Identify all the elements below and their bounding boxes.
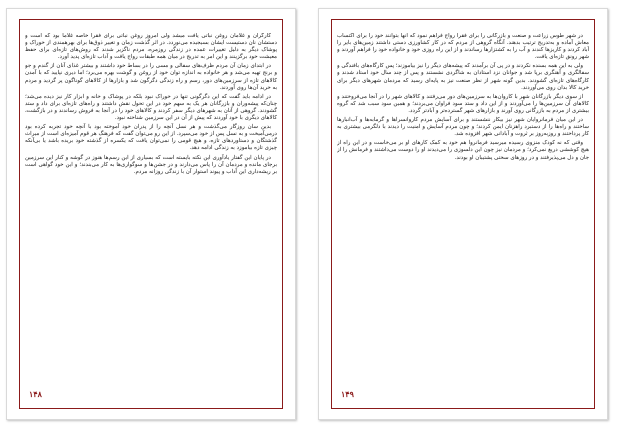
paragraph: در این میان فرمانروایان شهر نیز بیکار ننشستند و برای آسایش مردم کاروانسراها و گرمابه‌ها و آب‌انبارها ساختند و راه‌ها را از دستبرد راهزنان ایمن کردند؛ و چون مردم آسایش و امنیت را دیدند با دلگرمی بیشتری به کار پرداختند و روزبه‌روز بر ثروت و آبادانی شهر افزوده شد.	[337, 117, 589, 138]
paragraph: در ادامه باید گفت که این دگرگونی تنها در خوراک نبود بلکه در پوشاک و خانه و ابزار کار نیز دیده می‌شد؛ چنان‌که پیشه‌وران و بازرگانان هر یک به سهم خود در این تحول نقش داشتند و راه‌های تازه‌ای برای داد و ستد گشودند. گروهی از آنان به شهرهای دیگر سفر کردند و کالاهای خود را در آنجا به فروش رساندند و در بازگشت، کالاهای دیگری با خود آوردند که پیش از آن در این سرزمین شناخته نبود.	[25, 93, 277, 122]
page-number: ۱۴۸	[29, 389, 42, 399]
left-page	[6, 8, 296, 420]
page-number: ۱۴۹	[341, 389, 354, 399]
paragraph: در پایان این گفتار یادآوری این نکته بایسته است که بسیاری از این رسم‌ها هنوز در گوشه و کنار این سرزمین برجای مانده و مردمان آن را پاس می‌دارند و در جشن‌ها و سوگواری‌ها به کار می‌بندند؛ و این خود گواهی است بر ریشه‌داری این آداب و پیوند استوار آن با زندگی روزانه مردم.	[25, 154, 277, 175]
page-text	[337, 33, 589, 379]
paragraph: از سوی دیگر بازرگانان شهر با کاروان‌ها به سرزمین‌های دور می‌رفتند و کالاهای شهر را در آنجا می‌فروختند و کالاهای آن سرزمین‌ها را می‌آوردند و از این داد و ستد سود فراوان می‌بردند؛ و همین سود سبب شد که گروه بیشتری از مردم به بازرگانی روی آورند و بازارهای شهر گسترده‌تر و آبادتر گردد.	[337, 93, 589, 114]
paragraph: ولی به این همه بسنده نکردند و در پی آن برآمدند که پیشه‌های دیگر را نیز بیاموزند؛ پس کارگاه‌های بافندگی و سفالگری و آهنگری برپا شد و جوانان نزد استادان به شاگردی نشستند و پس از چند سال خود استاد شدند و کارگاه‌های تازه‌ای گشودند. بدین گونه شهر از نظر صنعت نیز به پایه‌ای رسید که مردمان شهرهای دیگر برای خرید کالا بدان روی می‌آوردند.	[337, 63, 589, 91]
right-page	[318, 8, 608, 420]
paragraph: بدین سان روزگار می‌گذشت و هر نسل آنچه را از پدران خود آموخته بود با آنچه خود تجربه کرده بود درمی‌آمیخت و به نسل پس از خود می‌سپرد. از این رو می‌توان گفت که فرهنگ هر قوم آمیزه‌ای است از میراث گذشتگان و دستاوردهای تازه، و هیچ قومی را نمی‌توان یافت که یکسره از گذشته خود بریده باشد یا بی‌آنکه چیزی تازه بیاموزد به زندگی ادامه دهد.	[25, 124, 277, 152]
paragraph: وقتی که نه کودک منزوی رسیده میرسید فرمانروا هم خود به کمک کارهای او بر می‌خاست و در این راه از هیچ کوششی دریغ نمی‌کرد؛ و مردمان نیز چون این دلسوزی را می‌دیدند او را دوست می‌داشتند و فرمانش را از جان و دل می‌پذیرفتند و در روزهای سختی پشتیبان او بودند.	[337, 140, 589, 161]
paragraph: کارگران و غلامان روغن نباتی یافت میشد ولی امروز روغن نباتی برای فقرا خاصه غلاما بود که است و دستشان نان دستیست ایشان بسیجیده می‌نوردد. در اثر گذشت زمان و تغییر ذوق‌ها برای بهرهمندی از خوراک و پوشاک دیگر به دلیل تغییرات عمده در زندگی روزمره، مردم ناگزیر شدند که روش‌های تازه‌ای برای حفظ معیشت خود برگزینند و این امر به تدریج در میان همه طبقات رواج یافت و آداب تازه‌ای پدید آورد.	[25, 33, 277, 61]
paragraph: در ابتدای زمان آن مردم ظرف‌های سفالی و مسی را در بساط خود داشتند و بیشتر غذای آنان از گندم و جو و برنج تهیه می‌شد و هر خانواده به اندازه توان خود از روغن و گوشت بهره می‌برد؛ اما دیری نپایید که با آمدن کالاهای تازه از سرزمین‌های دور، رسم و راه زندگی دگرگون شد و بازارها از کالاهای گوناگون پر گردید و مردم به خرید آن‌ها روی آوردند.	[25, 63, 277, 91]
paragraph: در شهر طوس زراعت و صنعت و بازرگانی را برای فقرا رواج فراهم نمود که آنها بتوانند خود را برای اکتساب معاش آماده و به‌تدریج ترتیب بدهند. آنگاه گروهی از مردم که در کار کشاورزی دستی داشتند زمین‌های بایر را آباد کردند و کاریزها کندند و آب را به کشتزارها رساندند و از این راه روزی خود و خانواده خود را فراهم آوردند و شهر رونق تازه‌ای یافت.	[337, 33, 589, 61]
page-text	[25, 33, 277, 379]
